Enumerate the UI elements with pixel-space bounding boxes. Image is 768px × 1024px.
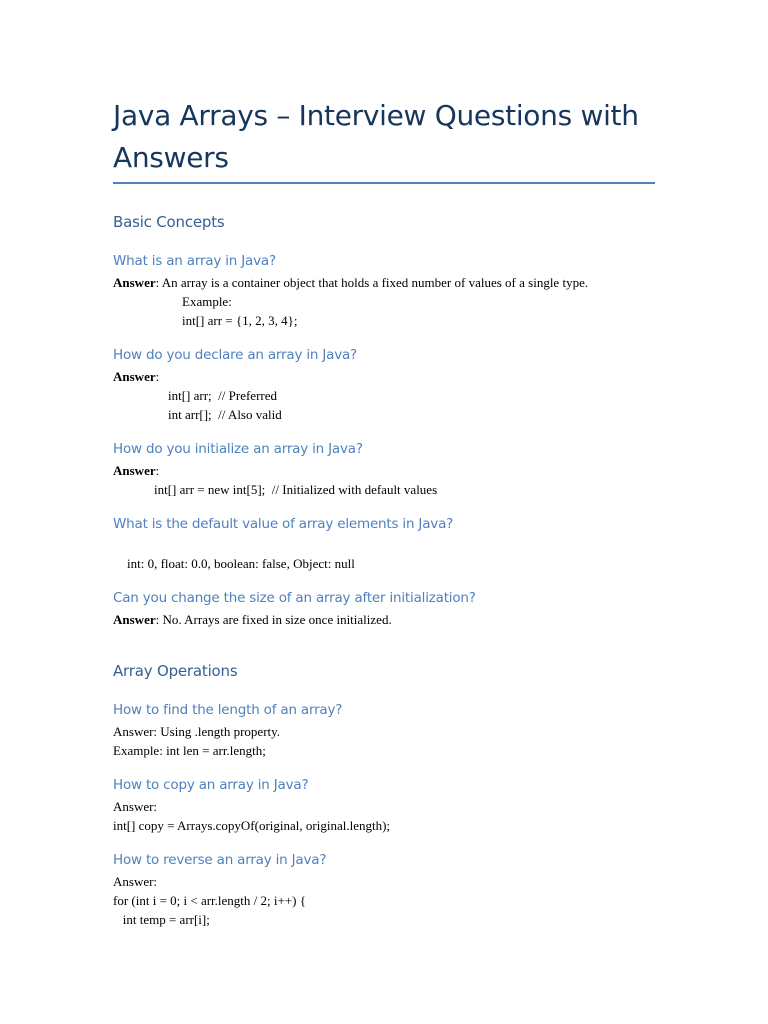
answer-what-is-array xyxy=(113,273,588,292)
answer-label: Answer xyxy=(113,612,156,627)
answer-label: Answer xyxy=(113,369,156,384)
code-line: int[] arr = new int[5]; // Initialized with default values xyxy=(154,482,438,497)
answer-text: : No. Arrays are fixed in size once initialized. xyxy=(155,612,392,627)
answer-change-size xyxy=(113,610,392,629)
code-line: int arr[]; // Also valid xyxy=(168,407,282,422)
answer-label: Answer xyxy=(113,275,156,290)
answer-line: Answer: Using .length property. xyxy=(113,724,281,739)
question-initialize-array: How do you initialize an array in Java? xyxy=(113,441,363,457)
code-line: int temp = arr[i]; xyxy=(113,912,210,927)
answer-suffix: : xyxy=(155,369,160,384)
answer-line: Answer: xyxy=(113,799,158,814)
document-title xyxy=(113,95,655,184)
title-underline xyxy=(113,182,655,184)
answer-label: Answer xyxy=(113,463,156,478)
question-reverse-array: How to reverse an array in Java? xyxy=(113,852,327,868)
answer-initialize-array xyxy=(113,461,159,480)
code-line: int[] arr = {1, 2, 3, 4}; xyxy=(182,313,298,328)
answer-line: Example: int len = arr.length; xyxy=(113,743,266,758)
question-change-size: Can you change the size of an array after initialization? xyxy=(113,590,476,606)
example-label: Example: xyxy=(182,294,232,309)
code-line: for (int i = 0; i < arr.length / 2; i++) { xyxy=(113,893,306,908)
question-declare-array: How do you declare an array in Java? xyxy=(113,347,358,363)
section-heading-basic-concepts: Basic Concepts xyxy=(113,213,225,231)
code-line: int[] arr; // Preferred xyxy=(168,388,278,403)
question-default-values: What is the default value of array elements in Java? xyxy=(113,516,454,532)
title-line-2: Answers xyxy=(113,141,229,174)
question-copy-array: How to copy an array in Java? xyxy=(113,777,309,793)
code-line: int[] copy = Arrays.copyOf(original, original.length); xyxy=(113,818,391,833)
title-line-1: Java Arrays – Interview Questions with xyxy=(113,99,639,132)
answer-line: Answer: xyxy=(113,874,158,889)
answer-text: : An array is a container object that holds a fixed number of values of a single type. xyxy=(155,275,589,290)
section-heading-array-operations: Array Operations xyxy=(113,662,238,680)
default-values-text: int: 0, float: 0.0, boolean: false, Object: null xyxy=(127,556,355,571)
answer-suffix: : xyxy=(155,463,160,478)
question-what-is-array: What is an array in Java? xyxy=(113,253,276,269)
question-array-length: How to find the length of an array? xyxy=(113,702,343,718)
answer-declare-array xyxy=(113,367,159,386)
